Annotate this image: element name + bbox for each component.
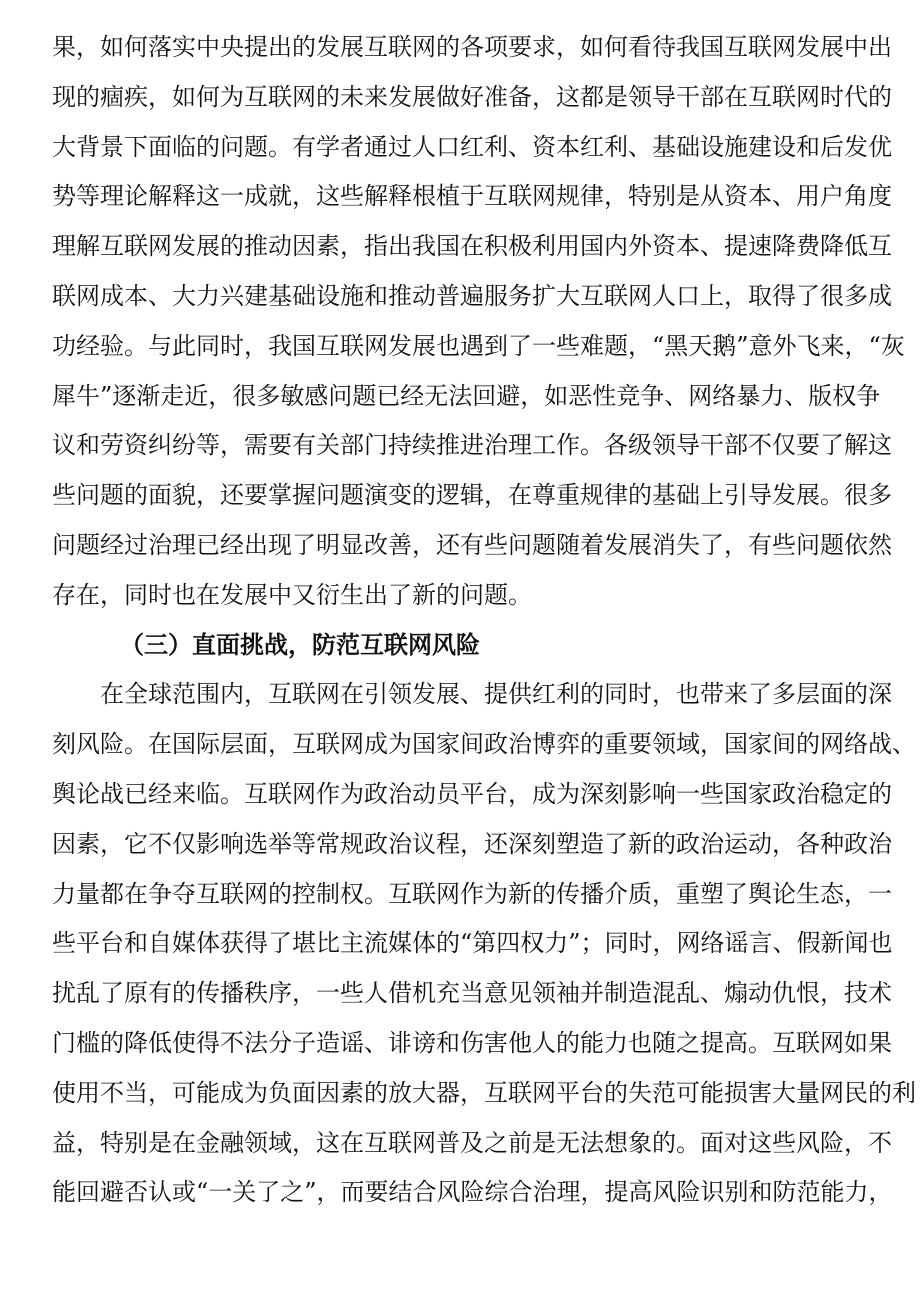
paragraph-line: 问题经过治理已经出现了明显改善，还有些问题随着发展消失了，有些问题依然	[52, 530, 892, 559]
paragraph-line: 议和劳资纠纷等，需要有关部门持续推进治理工作。各级领导干部不仅要了解这	[52, 431, 892, 460]
paragraph-line: 因素，它不仅影响选举等常规政治议程，还深刻塑造了新的政治运动，各种政治	[52, 829, 892, 858]
paragraph-line: 刻风险。在国际层面，互联网成为国家间政治博弈的重要领域，国家间的网络战、	[52, 730, 916, 759]
paragraph-line: 联网成本、大力兴建基础设施和推动普遍服务扩大互联网人口上，取得了很多成	[52, 281, 892, 310]
paragraph-line: 能回避否认或“一关了之”，而要结合风险综合治理，提高风险识别和防范能力，	[52, 1178, 893, 1207]
paragraph-line: 益，特别是在金融领域，这在互联网普及之前是无法想象的。面对这些风险，不	[52, 1128, 892, 1157]
paragraph-line: 大背景下面临的问题。有学者通过人口红利、资本红利、基础设施建设和后发优	[52, 132, 892, 161]
paragraph-line: 门槛的降低使得不法分子造谣、诽谤和伤害他人的能力也随之提高。互联网如果	[52, 1028, 892, 1057]
paragraph-1	[52, 23, 905, 621]
document-body	[52, 23, 916, 1218]
paragraph-line: 力量都在争夺互联网的控制权。互联网作为新的传播介质，重塑了舆论生态，一	[52, 879, 892, 908]
paragraph-line: 犀牛”逐渐走近，很多敏感问题已经无法回避，如恶性竞争、网络暴力、版权争	[52, 381, 881, 410]
paragraph-line: 扰乱了原有的传播秩序，一些人借机充当意见领袖并制造混乱、煽动仇恨，技术	[52, 979, 892, 1008]
paragraph-line: 些问题的面貌，还要掌握问题演变的逻辑，在尊重规律的基础上引导发展。很多	[52, 481, 892, 510]
paragraph-line: 在全球范围内，互联网在引领发展、提供红利的同时，也带来了多层面的深	[100, 680, 892, 709]
paragraph-line: 理解互联网发展的推动因素，指出我国在积极利用国内外资本、提速降费降低互	[52, 232, 892, 261]
paragraph-line: 舆论战已经来临。互联网作为政治动员平台，成为深刻影响一些国家政治稳定的	[52, 779, 892, 808]
paragraph-line: 功经验。与此同时，我国互联网发展也遇到了一些难题，“黑天鹅”意外飞来，“灰	[52, 331, 905, 360]
paragraph-line: 果，如何落实中央提出的发展互联网的各项要求，如何看待我国互联网发展中出	[52, 33, 892, 61]
paragraph-2	[52, 670, 916, 1218]
paragraph-line: 使用不当，可能成为负面因素的放大器，互联网平台的失范可能损害大量网民的利	[52, 1078, 916, 1107]
paragraph-line: 现的痼疾，如何为互联网的未来发展做好准备，这都是领导干部在互联网时代的	[52, 82, 892, 111]
paragraph-line: 存在，同时也在发展中又衍生出了新的问题。	[52, 580, 532, 609]
paragraph-line: 势等理论解释这一成就，这些解释根植于互联网规律，特别是从资本、用户角度	[52, 182, 892, 211]
paragraph-line: 些平台和自媒体获得了堪比主流媒体的“第四权力”；同时，网络谣言、假新闻也	[52, 929, 893, 958]
section-heading: （三）直面挑战，防范互联网风险	[120, 630, 480, 659]
